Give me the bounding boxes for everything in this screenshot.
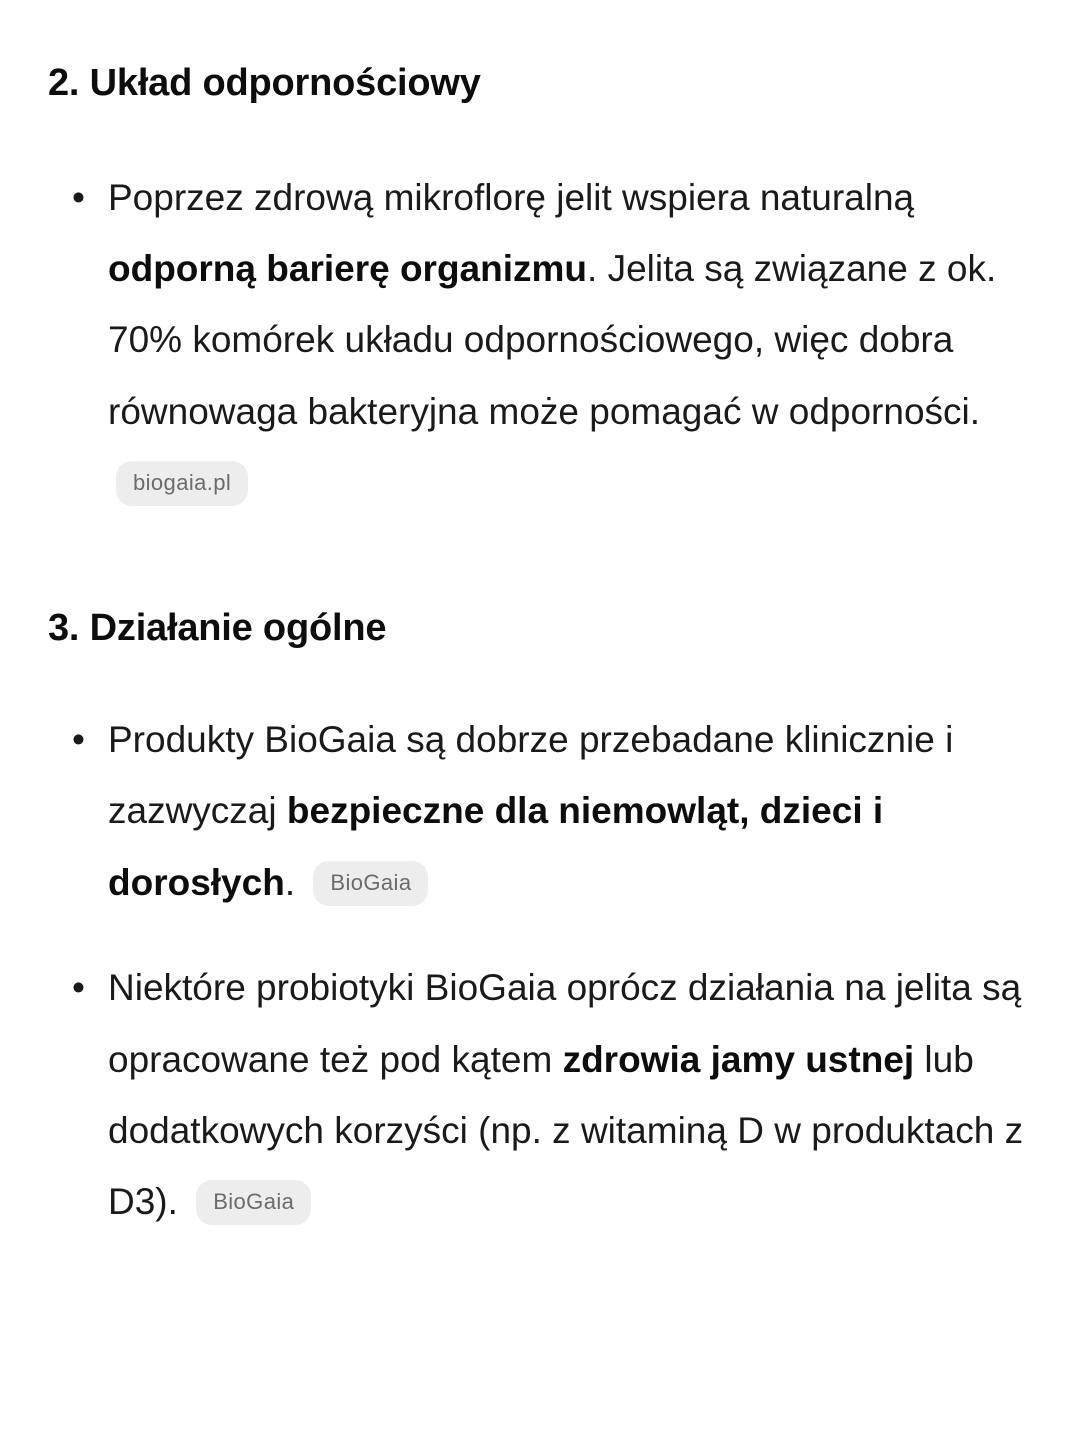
list-item [48,952,1024,1238]
bullet-text-bold: zdrowia jamy ustnej [562,1038,915,1080]
citation-chip[interactable]: BioGaia [196,1180,311,1225]
bullet-list-section-3 [48,704,1024,1238]
bullet-text-plain: Poprzez zdrową mikroflorę jelit wspiera naturalną [108,176,915,218]
bullet-text-plain: Niektóre probiotyki BioGaia oprócz działania na jelita są opracowane też pod kątem [108,967,1022,1080]
section-heading-2: 2. Układ odpornościowy [48,62,481,104]
bullet-icon: • [72,176,85,218]
bullet-text-bold: bezpieczne dla niemowląt, dzieci i dorosłych [108,790,884,903]
bullet-icon: • [72,719,85,761]
bullet-text-bold: odporną barierę organizmu [108,247,588,289]
bullet-text-2-1 [108,177,996,504]
list-item [48,162,1024,519]
bullet-text-3-1 [108,719,953,903]
list-item [48,704,1024,918]
bullet-list-section-2 [48,162,1024,519]
bullet-text-plain: lub dodatkowych korzyści (np. z witaminą D w produktach z D3). [108,1038,1024,1223]
bullet-text-plain: . [284,861,306,903]
bullet-text-plain: Produkty BioGaia są dobrze przebadane klinicznie i zazwyczaj [108,719,954,832]
bullet-text-3-2 [108,967,1023,1222]
citation-chip[interactable]: biogaia.pl [116,461,248,506]
section-heading-3: 3. Działanie ogólne [48,606,387,649]
bullet-text-plain: . Jelita są związane z ok. 70% komórek układu odpornościowego, więc dobra równowaga bakteryjna może pomagać w odporności. [108,247,997,432]
bullet-icon: • [72,967,85,1009]
citation-chip[interactable]: BioGaia [313,861,428,906]
